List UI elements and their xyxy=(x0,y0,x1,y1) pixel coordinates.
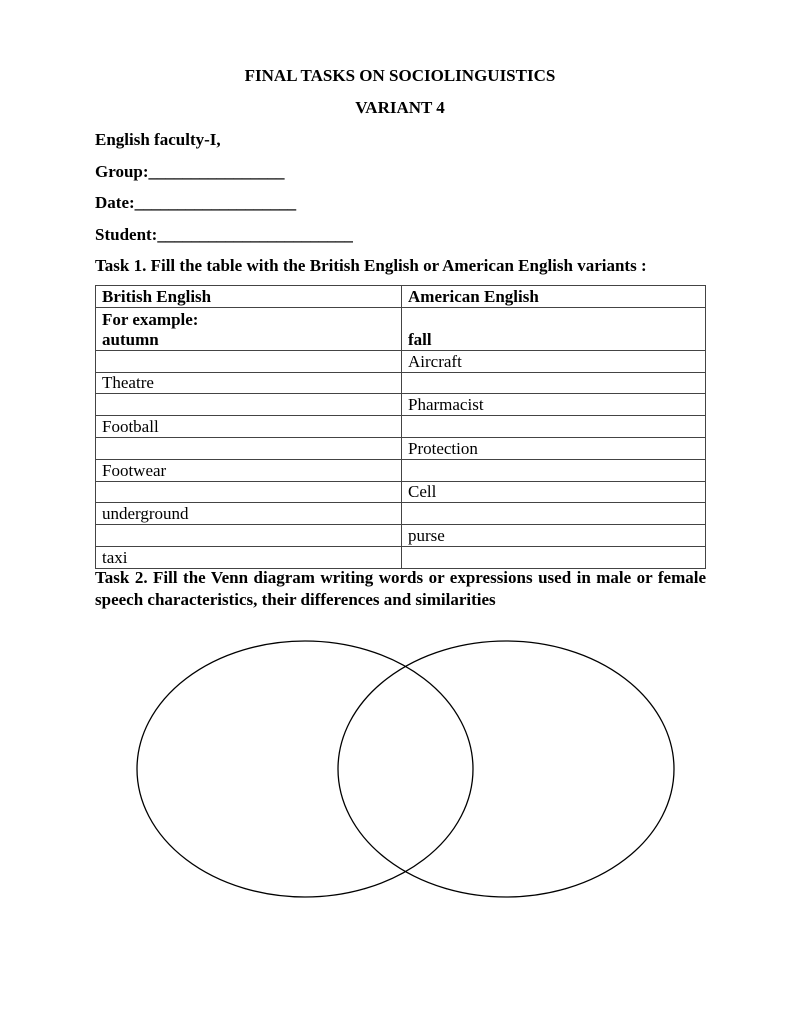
example-american-word: fall xyxy=(408,329,432,349)
british-cell[interactable]: taxi xyxy=(96,546,402,568)
american-cell[interactable]: Aircraft xyxy=(402,350,706,372)
task2-instruction: Task 2. Fill the Venn diagram writing words or expressions used in male or female speech characteristics, their differences and similarities xyxy=(95,568,706,609)
example-label: For example: xyxy=(102,309,199,329)
page-title: FINAL TASKS ON SOCIOLINGUISTICS xyxy=(244,66,556,85)
american-cell[interactable]: purse xyxy=(402,525,706,547)
faculty-label: English faculty-I, xyxy=(95,130,221,149)
american-cell[interactable]: Pharmacist xyxy=(402,394,706,416)
american-cell[interactable]: Protection xyxy=(402,437,706,459)
group-field[interactable]: Group:________________ xyxy=(95,162,285,181)
british-cell[interactable]: underground xyxy=(96,503,402,525)
venn-right-circle[interactable] xyxy=(338,641,674,897)
variant-label: VARIANT 4 xyxy=(355,98,445,117)
column-header-british: British English xyxy=(96,286,402,308)
example-british-word: autumn xyxy=(102,329,159,349)
date-field[interactable]: Date:___________________ xyxy=(95,193,297,212)
british-cell[interactable]: Footwear xyxy=(96,459,402,481)
british-cell[interactable]: Theatre xyxy=(96,372,402,394)
task1-instruction: Task 1. Fill the table with the British English or American English variants : xyxy=(95,256,647,275)
student-field[interactable]: Student:_______________________ xyxy=(95,225,353,244)
column-header-american: American English xyxy=(402,286,706,308)
american-cell[interactable]: Cell xyxy=(402,481,706,503)
venn-left-circle[interactable] xyxy=(137,641,473,897)
british-cell[interactable]: Football xyxy=(96,416,402,438)
